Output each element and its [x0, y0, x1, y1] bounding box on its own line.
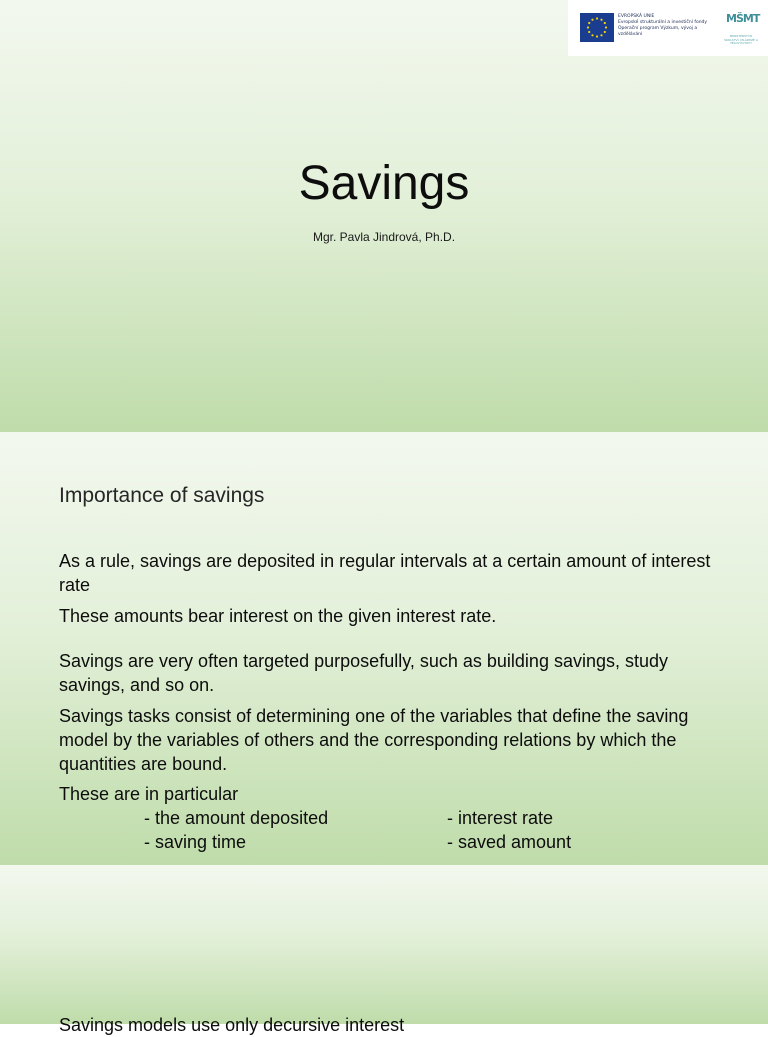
paragraph: Savings are very often targeted purposefully, such as building savings, study savings, and so on.: [59, 651, 669, 695]
slide-title: Savings: [298, 157, 470, 210]
paragraph: These are in particular: [59, 784, 239, 804]
eu-flag-icon: [580, 13, 614, 42]
paragraph: These amounts bear interest on the given interest rate.: [59, 606, 497, 626]
paragraph: As a rule, savings are deposited in regular intervals at a certain amount of interest rate: [59, 551, 711, 595]
logo-strip: [568, 0, 768, 56]
eu-line-3: Operační program Výzkum, vývoj a vzdělávání: [618, 26, 698, 37]
eu-line-2: Evropské strukturální a investiční fondy: [618, 20, 708, 25]
list-item: - the amount deposited: [144, 808, 329, 828]
list-item: - saved amount: [447, 832, 572, 852]
eu-line-1: EVROPSKÁ UNIE: [618, 14, 655, 19]
list-item: - saving time: [144, 832, 247, 852]
partial-slide: [0, 865, 768, 1035]
msmt-mark: MŠMT: [726, 12, 760, 25]
partial-paragraph: Savings models use only decursive interest: [59, 1015, 405, 1035]
paragraph: Savings tasks consist of determining one of the variables that define the saving model by the variables of others and the corresponding relations by which the quantities are bound.: [59, 706, 689, 774]
eu-logo-text: [618, 14, 710, 38]
content-slide: [0, 432, 768, 865]
msmt-subtext: MINISTERSTVO ŠKOLSTVÍ, MLÁDEŽE A TĚLOVÝCHOVY: [724, 34, 758, 46]
eu-stars: [580, 13, 614, 42]
list-item: - interest rate: [447, 808, 554, 828]
msmt-logo-icon: [724, 12, 760, 46]
slide-author: Mgr. Pavla Jindrová, Ph.D.: [312, 230, 456, 244]
slide-heading: Importance of savings: [59, 484, 265, 507]
title-slide: [0, 0, 768, 432]
